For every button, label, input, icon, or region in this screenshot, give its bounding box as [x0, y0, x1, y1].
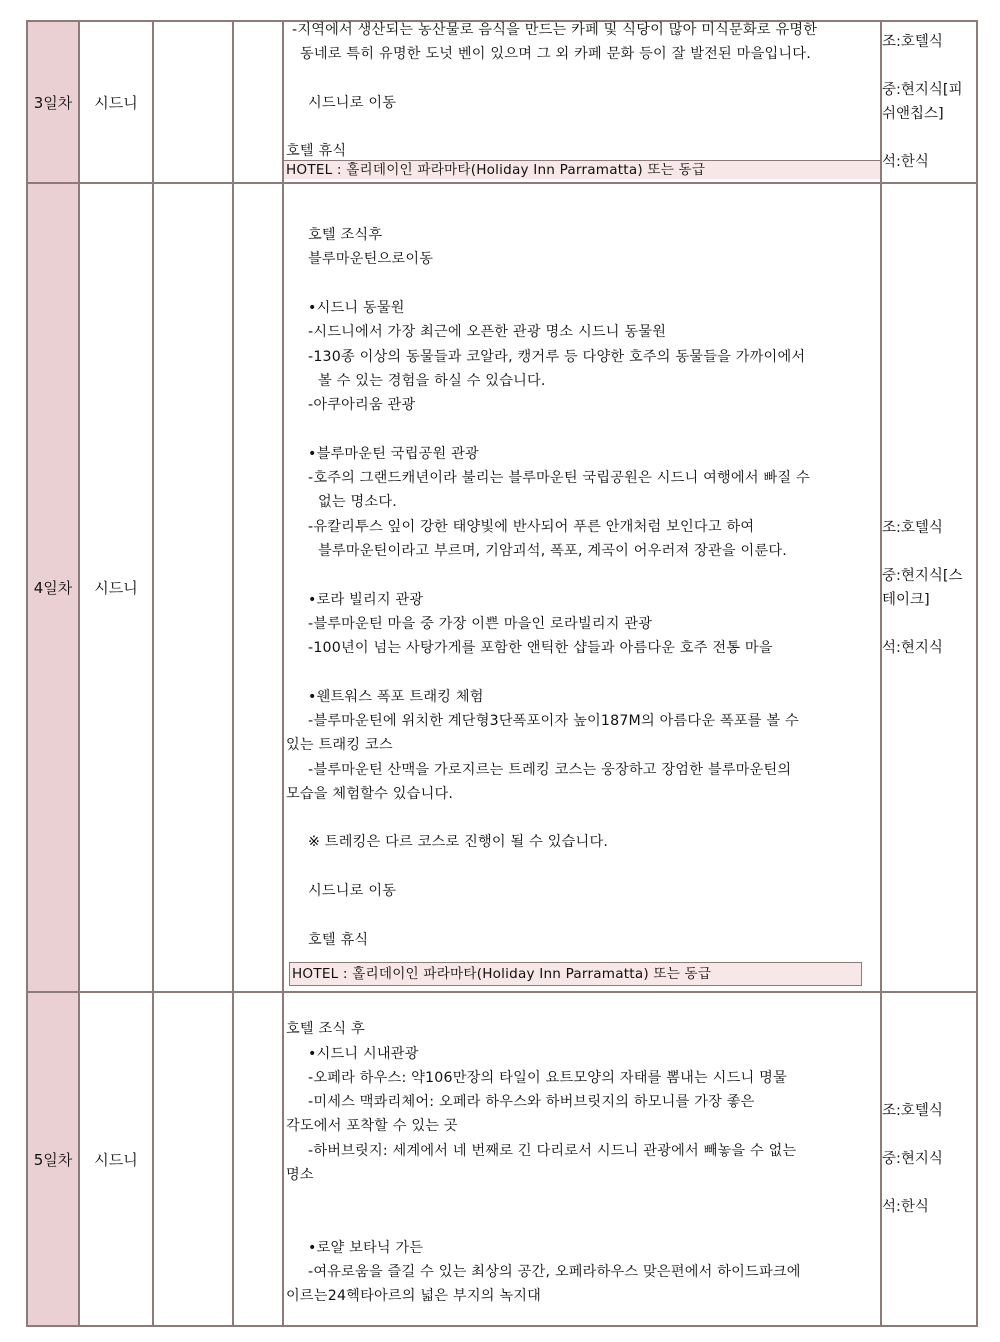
transport-cell: [153, 21, 233, 183]
schedule-line: -미세스 맥콰리체어: 오페라 하우스와 하버브릿지의 하모니를 가장 좋은: [308, 1094, 755, 1111]
schedule-line: [284, 1187, 880, 1211]
schedule-line: 호텔 휴식: [286, 143, 347, 160]
schedule-line: -블루마운틴 산맥을 가로지르는 트레킹 코스는 웅장하고 장엄한 블루마운틴의: [308, 761, 792, 778]
schedule-line: -오페라 하우스: 약106만장의 타일이 요트모양의 자태를 뽐내는 시드니 명물: [308, 1069, 787, 1086]
schedule-line: 있는 트래킹 코스: [286, 737, 393, 754]
schedule-line: -130종 이상의 동물들과 코알라, 캥거루 등 다양한 호주의 동물들을 가까이에서: [308, 348, 806, 365]
schedule-line: -유칼리투스 잎이 강한 태양빛에 반사되어 푸른 안개처럼 보인다고 하여: [308, 518, 755, 535]
schedule-line: -아쿠아리움 관광: [308, 397, 416, 414]
schedule-line: [284, 855, 880, 879]
hotel-info: HOTEL : 홀리데이인 파라마타(Holiday Inn Parramatta) 또는 동급: [284, 160, 880, 179]
schedule-line: •로얄 보타닉 가든: [308, 1239, 424, 1256]
schedule-line: •시드니 시내관광: [308, 1045, 419, 1062]
schedule-line: -여유로움을 즐길 수 있는 최상의 공간, 오페라하우스 맞은편에서 하이드파크에: [308, 1264, 801, 1281]
schedule-line: •로라 빌리지 관광: [308, 591, 424, 608]
schedule-line: 없는 명소다.: [318, 494, 397, 511]
schedule-line: [284, 272, 880, 296]
schedule-line: 명소: [286, 1167, 314, 1183]
day-row-4: [27, 183, 977, 992]
schedule-line: 호텔 조식 후: [286, 1021, 365, 1038]
itinerary-table: [26, 20, 978, 1327]
day-label: 4일차: [27, 183, 79, 992]
schedule-line: [284, 563, 880, 587]
schedule-line: -하버브릿지: 세계에서 네 번째로 긴 다리로서 시드니 관광에서 빼놓을 수 없는: [308, 1142, 797, 1159]
meal-lunch-cont: 쉬앤칩스]: [882, 106, 944, 122]
schedule-line: •웬트워스 폭포 트래킹 체험: [308, 688, 484, 705]
schedule-line: 이르는24헥타아르의 넓은 부지의 녹지대: [286, 1288, 542, 1305]
transport-cell: [153, 183, 233, 992]
time-cell: [233, 992, 283, 1326]
schedule-line: 동네로 특히 유명한 도넛 벤이 있으며 그 외 카페 문화 등이 잘 발전된 마을입니다.: [300, 46, 811, 63]
schedule-cell: [283, 21, 881, 183]
meal-breakfast: 조:호텔식: [882, 34, 943, 50]
schedule-line: 블루마운틴이라고 부르며, 기암괴석, 폭포, 계곡이 어우러져 장관을 이룬다.: [318, 542, 787, 559]
schedule-line: -시드니에서 가장 최근에 오픈한 관광 명소 시드니 동물원: [308, 324, 667, 341]
schedule-line: •시드니 동물원: [308, 299, 405, 316]
schedule-line: [284, 115, 880, 139]
schedule-line: 각도에서 포착할 수 있는 곳: [286, 1118, 458, 1135]
time-cell: [233, 21, 283, 183]
schedule-line: 시드니로 이동: [308, 94, 397, 111]
schedule-line: •블루마운틴 국립공원 관광: [308, 445, 479, 462]
meal-breakfast: 조:호텔식: [882, 519, 943, 536]
meal-dinner: 석:한식: [882, 154, 929, 170]
schedule-line: [284, 67, 880, 91]
meal-lunch: 중:현지식[피: [882, 82, 963, 98]
transport-cell: [153, 992, 233, 1326]
schedule-line: -블루마운틴 마을 중 가장 이쁜 마을인 로라빌리지 관광: [308, 615, 653, 632]
schedule-line: [284, 903, 880, 927]
day-label: 3일차: [27, 21, 79, 183]
schedule-line: 호텔 조식후: [308, 227, 383, 244]
schedule-cell: [283, 183, 881, 992]
meal-lunch: 중:현지식: [882, 1151, 943, 1167]
schedule-line: ※ 트레킹은 다르 코스로 진행이 될 수 있습니다.: [308, 834, 609, 851]
meal-breakfast: 조:호텔식: [882, 1103, 943, 1119]
schedule-line: 시드니로 이동: [308, 883, 397, 900]
meal-dinner: 석:한식: [882, 1199, 929, 1215]
schedule-line: 모습을 체험할수 있습니다.: [286, 785, 454, 802]
schedule-line: -100년이 넘는 사탕가게를 포함한 앤틱한 샵들과 아름다운 호주 전통 마을: [308, 640, 773, 657]
city-label: 시드니: [79, 183, 153, 992]
meal-dinner: 석:현지식: [882, 639, 943, 656]
schedule-line: -지역에서 생산되는 농산물로 음식을 만드는 카페 및 식당이 많아 미식문화로 유명한: [292, 22, 818, 38]
hotel-info: HOTEL : 홀리데이인 파라마타(Holiday Inn Parramatta) 또는 동급: [289, 962, 862, 986]
day-label: 5일차: [27, 992, 79, 1326]
schedule-line: [284, 806, 880, 830]
meals-cell: [881, 992, 977, 1326]
schedule-cell: [283, 992, 881, 1326]
day-row-5: [27, 992, 977, 1326]
schedule-line: [284, 1212, 880, 1236]
schedule-line: 볼 수 있는 경험을 하실 수 있습니다.: [318, 372, 546, 389]
schedule-line: -블루마운틴에 위치한 계단형3단폭포이자 높이187M의 아름다운 폭포를 볼 수: [308, 712, 799, 729]
city-label: 시드니: [79, 992, 153, 1326]
time-cell: [233, 183, 283, 992]
day-row-3: [27, 21, 977, 183]
schedule-line: 블루마운틴으로이동: [308, 251, 434, 268]
meal-lunch-cont: 테이크]: [882, 591, 930, 608]
city-label: 시드니: [79, 21, 153, 183]
schedule-line: [284, 417, 880, 441]
meal-lunch: 중:현지식[스: [882, 567, 963, 584]
meals-cell: [881, 21, 977, 183]
schedule-line: 호텔 휴식: [308, 931, 369, 948]
meals-cell: [881, 183, 977, 992]
schedule-line: [284, 660, 880, 684]
schedule-line: -호주의 그랜드캐년이라 불리는 블루마운틴 국립공원은 시드니 여행에서 빠질 수: [308, 470, 810, 487]
